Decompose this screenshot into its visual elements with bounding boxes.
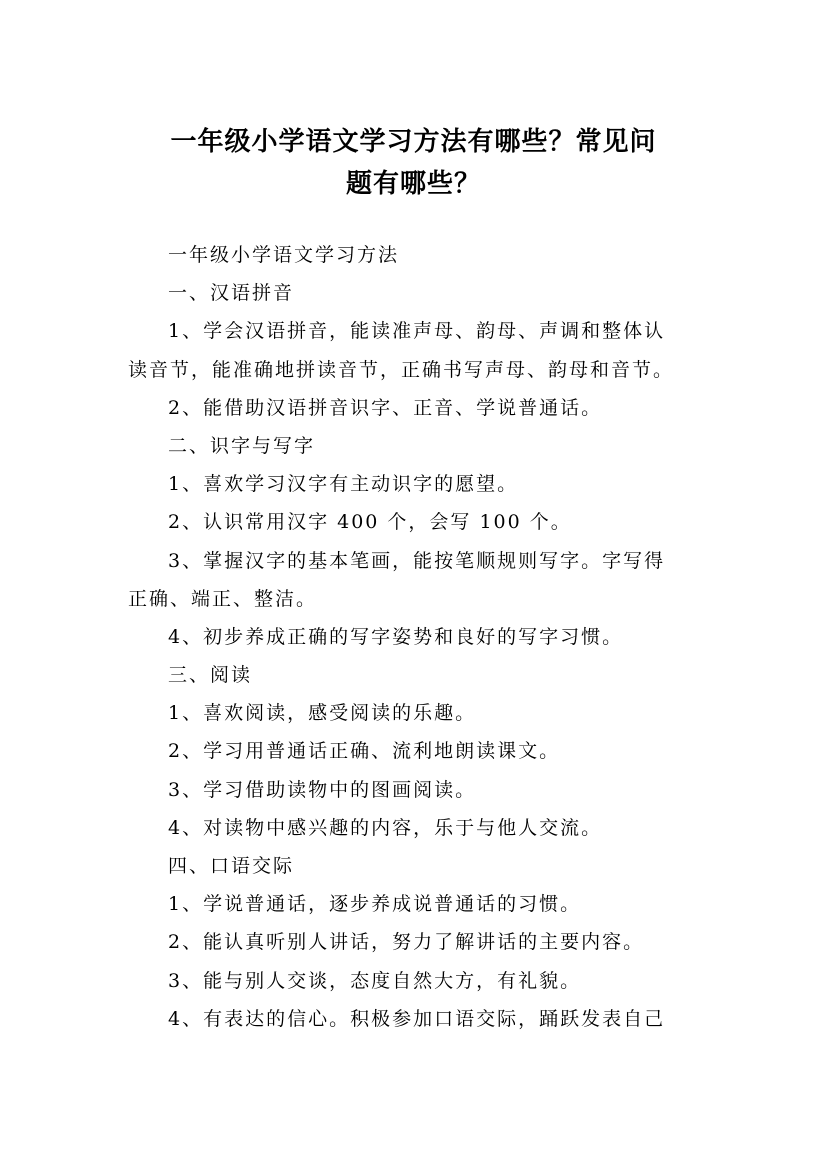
- paragraph-line: 二、识字与写字: [168, 434, 316, 457]
- paragraph-line: 3、能与别人交谈，态度自然大方，有礼貌。: [168, 969, 582, 992]
- paragraph-line: 3、学习借助读物中的图画阅读。: [168, 778, 477, 801]
- paragraph-line: 一、汉语拼音: [168, 282, 295, 305]
- paragraph-line: 4、对读物中感兴趣的内容，乐于与他人交流。: [168, 816, 603, 839]
- paragraph-line: 四、口语交际: [168, 855, 295, 877]
- paragraph-line: 3、掌握汉字的基本笔画，能按笔顺规则写字。字写得: [168, 549, 666, 572]
- title-line-1: 一年级小学语文学习方法有哪些？常见问: [170, 127, 657, 158]
- paragraph-line: 1、学会汉语拼音，能读准声母、韵母、声调和整体认: [168, 320, 666, 343]
- paragraph-line: 三、阅读: [168, 664, 253, 687]
- paragraph-line: 1、喜欢学习汉字有主动识字的愿望。: [168, 473, 519, 496]
- paragraph-line: 1、喜欢阅读，感受阅读的乐趣。: [168, 702, 477, 725]
- document-body: [128, 236, 708, 1038]
- paragraph-line: 正确、端正、整洁。: [128, 587, 318, 610]
- paragraph-line: 2、能认真听别人讲话，努力了解讲话的主要内容。: [168, 931, 645, 954]
- paragraph-line: 4、初步养成正确的写字姿势和良好的写字习惯。: [168, 625, 624, 648]
- paragraph-line: 2、学习用普通话正确、流利地朗读课文。: [168, 740, 561, 763]
- paragraph-line: 一年级小学语文学习方法: [168, 244, 400, 266]
- paragraph-line: 1、学说普通话，逐步养成说普通话的习惯。: [168, 893, 582, 916]
- paragraph-line: 读音节，能准确地拼读音节，正确书写声母、韵母和音节。: [128, 358, 675, 381]
- paragraph-line: 4、有表达的信心。积极参加口语交际，踊跃发表自己: [168, 1007, 666, 1030]
- paragraph-line: 2、能借助汉语拼音识字、正音、学说普通话。: [168, 396, 603, 419]
- paragraph-line: 2、认识常用汉字 400 个，会写 100 个。: [168, 511, 572, 534]
- title-line-2: 题有哪些？: [345, 169, 481, 200]
- document-title: [0, 121, 827, 205]
